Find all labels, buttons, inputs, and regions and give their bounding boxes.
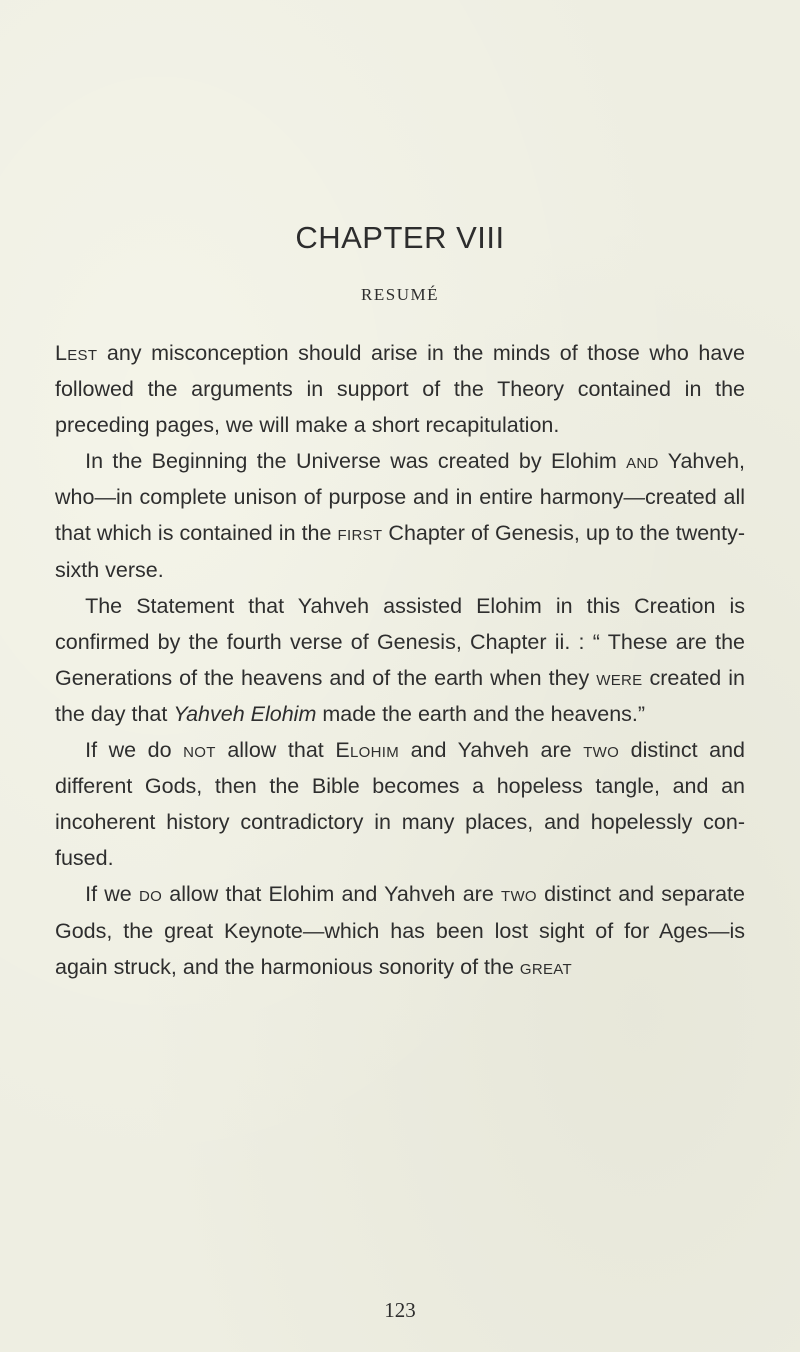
paragraph-text: allow that Elohim and Yahveh are bbox=[162, 882, 501, 907]
small-caps-word: two bbox=[583, 738, 620, 763]
paragraph-text: any misconception should arise in the minds of those who have followed the arguments in support of the Theory contained in the preceding pages, we will make a short recapitulation. bbox=[55, 341, 745, 438]
paragraph-text: Chapter of Genesis, up to the twenty-sixth verse. bbox=[55, 521, 746, 582]
small-caps-word: not bbox=[183, 738, 216, 763]
lead-word: Lest bbox=[55, 341, 98, 365]
paragraph-text: In the Beginning the Universe was created by Elohim bbox=[85, 449, 627, 474]
paragraph-text: distinct and different Gods, then the Bible becomes a hopeless tangle, and an incoherent history contradictory in many places, and hopelessly con-fused. bbox=[55, 738, 746, 871]
small-caps-word: Elohim bbox=[335, 738, 399, 763]
paragraph-text: If we do bbox=[85, 738, 184, 763]
paragraph-text: made the earth and the heavens.” bbox=[316, 701, 646, 726]
small-caps-word: and bbox=[626, 449, 659, 474]
italic-phrase: Yahveh Elohim bbox=[173, 701, 317, 726]
paragraph-text: and Yahveh are bbox=[399, 738, 584, 763]
paragraph-3 bbox=[55, 588, 745, 732]
paragraph-text: distinct and separate Gods, the great Keynote—which has been lost sight of for Ages—is again struck, and the harmonious sonority of the bbox=[55, 882, 745, 979]
paragraph-text: If we bbox=[85, 882, 139, 907]
chapter-heading: CHAPTER VIII bbox=[295, 220, 505, 255]
paragraph-5 bbox=[55, 876, 745, 984]
small-caps-word: first bbox=[337, 521, 383, 546]
paragraph-text: Yahveh, who—in complete unison of purpose and in entire harmony—created all that which is contained in the bbox=[55, 449, 745, 546]
paragraph-2 bbox=[55, 443, 745, 587]
paragraph-text: created in the day that bbox=[55, 665, 745, 726]
section-title: RESUMÉ bbox=[361, 285, 439, 304]
body-text bbox=[55, 335, 745, 985]
small-caps-word: two bbox=[501, 882, 537, 907]
paragraph-text: The Statement that Yahveh assisted Elohim in this Creation is confirmed by the fourth verse of Genesis, Chapter ii. : “ These are the Generations of the heavens and of the earth when they bbox=[55, 593, 745, 690]
small-caps-word: great bbox=[519, 954, 572, 979]
small-caps-word: were bbox=[596, 665, 643, 690]
small-caps-word: do bbox=[138, 882, 163, 907]
paragraph-1 bbox=[55, 335, 745, 443]
paragraph-4 bbox=[55, 732, 745, 876]
page-number: 123 bbox=[384, 1298, 416, 1322]
paragraph-text: allow that bbox=[215, 738, 336, 763]
